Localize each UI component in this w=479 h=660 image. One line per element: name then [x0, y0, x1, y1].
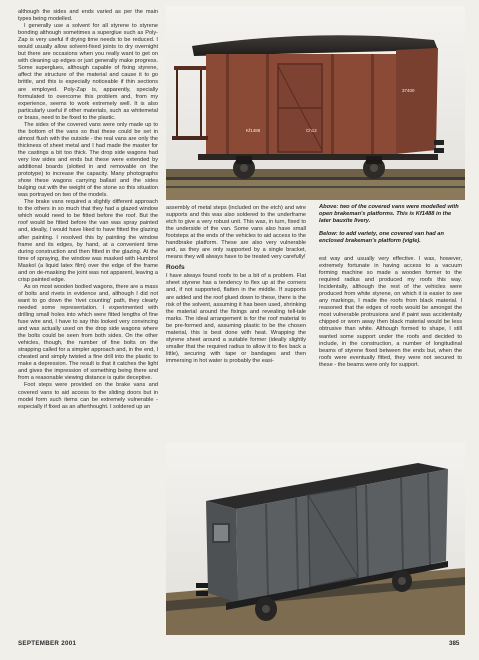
paragraph: I have always found roofs to be a bit of a problem. Flat sheet styrene has a tendency to flex up at the corners and, if not supported, flatten in the middle. If supports are added and the roof glued down to these, there is the risk of the solvent, assuming it has been used, shrinking the material around the fixings and revealing tell-tale marks. The ideal arrangement is for the roof material to be pre-formed and, assuming plastic to be the chosen material, this is best done with heat. Wrapping the styrene sheet around a suitable former (ideally slightly smaller that the required radius to allow it to flex back a little), securing with tape or bandages and then immersing in hot water is probably the easi-	[166, 273, 306, 364]
paragraph: As on most wooden bodied wagons, there are a mass of bolts and rivets in evidence and, although I did not want to go down the 'rivet counting' path, they clearly needed some representation. I experimented with drilling small holes into which were fitted lengths of fine fuse wire and, I have to say this looked very convincing and was actually used on the drop side wagons where the bolts could be seen from both sides. On the other vehicles, though, the number of fine bolts on the strapping called for a simpler approach and, in the end, I cheated and simply twisted a fine drill into the plastic to make a depression. The result is that it catches the light and gives the impression of something being there and from a reasonable viewing distance is quite deceptive.	[18, 283, 158, 382]
photo-bauxite-covered-van	[166, 6, 465, 200]
article-column-2	[166, 205, 306, 415]
photo-captions	[319, 204, 462, 251]
issue-date: SEPTEMBER 2001	[18, 640, 77, 647]
paragraph: Foot steps were provided on the brake vans and covered vans to aid access to the sliding doors but in model form such items can be extremely vulnerable - especially if fixed as an afterthought. I soldered up an	[18, 382, 158, 410]
article-column-1	[18, 9, 158, 633]
paragraph: The brake vans required a slightly different approach to the others in so much that they had a glazed window which would need to be fitted before the roof. But the roof would be fitted before the van was spray painted and, ideally, I would have liked to have fitted the glazing after painting. I resolved this by painting the window frame and its edges, by hand, at a convenient time during construction and then fitted in the glazing. At the time of spraying, the window was masked with Humbrol Maskol (a liquid latex film) over the edge of the frame and on de-masking the joint was not apparent, leaving a crisp painted edge.	[18, 199, 158, 283]
wagon-plate-marking: 37400	[402, 88, 415, 93]
article-column-3	[319, 256, 462, 444]
page-number: 385	[449, 640, 460, 647]
wagon-number-marking: Kf1488	[246, 128, 261, 133]
photo-bauxite-covered-van-image	[166, 6, 465, 200]
paragraph: est way and usually very effective. I was, however, extremely fortunate in having access to a vacuum forming machine so made a wooden former to the required radius and produced my roofs this way. Incidentally, although the rest of the vehicles were produced from white styrene, on which it is easier to see any markings, I made the roofs from black material. I reasoned that the edges of roofs would be amongst the most vulnerable protrusions and if paint was accidentally chipped or worn away then black material would be less obtrusive than white. Although formed to shape, I still wanted some support under the roofs and decided to include, in the construction, a number of longitudinal beams of styrene fixed between the ends but, when the roofs were eventually fitted, they were not secured to these - the beams were only for support.	[319, 256, 462, 368]
caption-above: Above: two of the covered vans were modelled with open brakeman's platforms. This is Kf1488 in the later bauxite livery.	[319, 204, 459, 225]
section-heading-roofs: Roofs	[166, 264, 185, 272]
caption-below: Below: to add variety, one covered van had an enclosed brakeman's platform (vigle).	[319, 231, 444, 245]
photo-grey-covered-van	[166, 443, 465, 635]
paragraph: The sides of the covered vans were only made up to the bottom of the vans so that these could be set in almost flush with the outside - the real vans are only the thickness of sheet metal and I had made the master for the castings a bit too thick. The drop side wagons had very low sides and ends but these were extended by additional boards (slotted in and removable on the prototype) to increase the capacity. Many photographs show these wagons carrying ballast and the sides bulging out with the weight of the stone so this situation was portrayed on two of the models.	[18, 121, 158, 199]
paragraph: I generally use a solvent for all styrene to styrene bonding although sometimes a superglue such as Poly-Zap is very useful if drying time needs to be reduced. I would usually allow solvent-fixed joints to dry overnight but there are occasions when you really want to get on with cleaning up edges or just generally make progress. Some superglues, although capable of fixing styrene, affect the structure of the material and cause it to go brittle, and this is especially noticeable if thin sections are employed. Poly-Zap is, apparently, specially formulated to overcome this problem and, from my experience, seems to work extremely well. It is also particularly useful if other materials, such as whitemetal or brass, need to be fixed to the plastic.	[18, 23, 158, 121]
paragraph: although the sides and ends varied as per the main types being modelled.	[18, 9, 158, 23]
paragraph: assembly of metal steps (included on the etch) and wire supports and this was also soldered to the underframe etch to give a very robust unit. This was, in turn, fixed to the underside of the van. Some vans also have small footsteps at the ends of the vehicles to aid access to the handbrake platform. These are also very vulnerable and, as they are only supported by a single bracket, means they will always have to be treated very carefully!	[166, 205, 306, 261]
wagon-code-marking: Ch12	[306, 128, 317, 133]
photo-grey-covered-van-image	[166, 443, 465, 635]
